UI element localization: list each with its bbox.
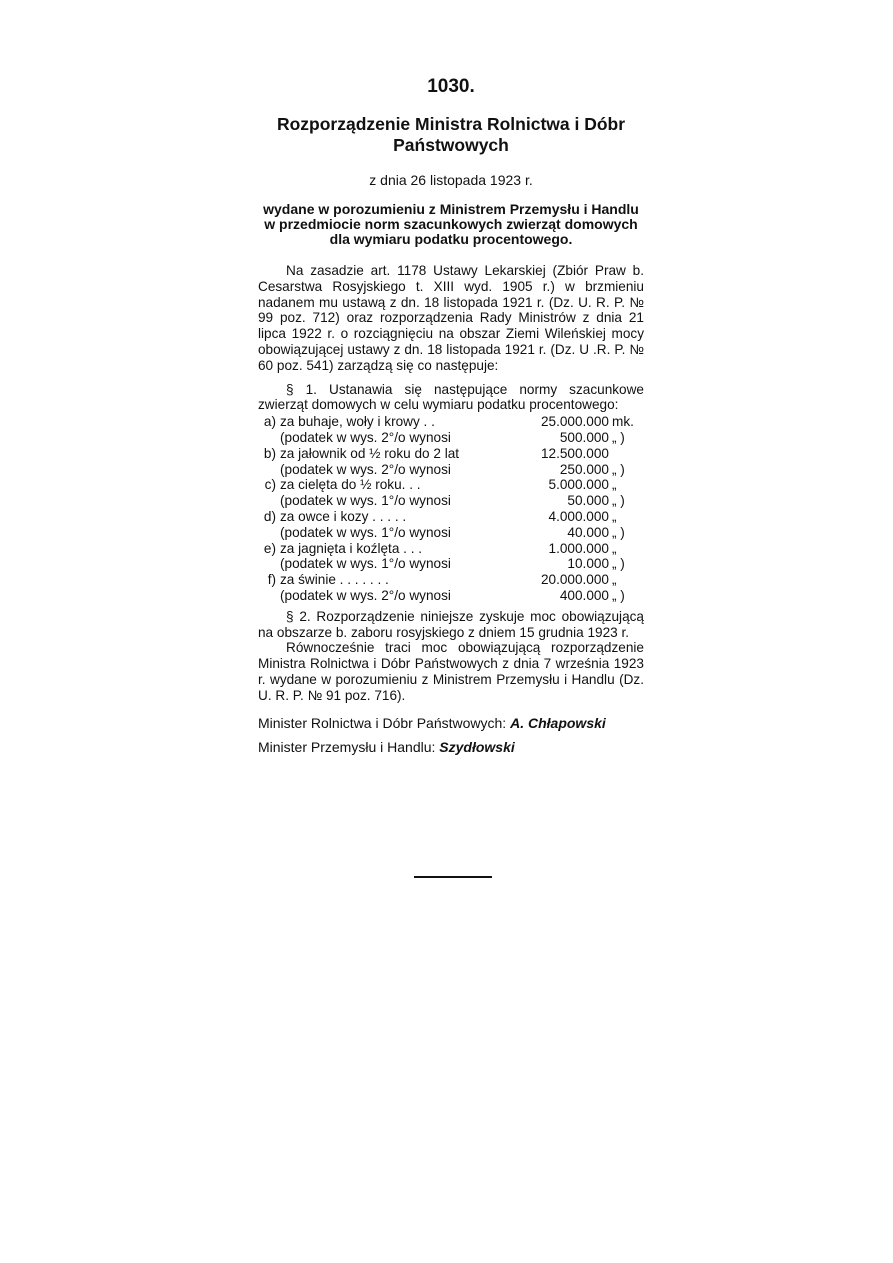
rate-unit: „ ) [612, 524, 625, 540]
rate-row [258, 430, 644, 446]
rate-letter: a) [263, 414, 276, 430]
rate-label: za świnie . . . . . . . [280, 572, 389, 588]
rate-letter: f) [267, 572, 276, 588]
rate-amount: 400.000 [559, 587, 609, 603]
rate-label: za owce i kozy . . . . . [280, 508, 407, 524]
rate-letter [258, 462, 280, 478]
rate-label: za jagnięta i koźlęta . . . [280, 540, 423, 556]
rate-amount: 25.000.000 [540, 414, 609, 430]
rate-row [258, 541, 644, 557]
rate-label: (podatek w wys. 1°/o wynosi [280, 493, 451, 509]
signature-name: A. Chłapowski [510, 714, 606, 731]
rate-unit: „ [612, 572, 617, 588]
document-page [258, 76, 644, 756]
rate-row [258, 525, 644, 541]
rate-unit: „ [612, 477, 617, 493]
rate-row [258, 477, 644, 493]
rate-row [258, 493, 644, 509]
rate-row [258, 414, 644, 430]
rate-letter: b) [263, 445, 276, 461]
rate-unit: „ ) [612, 493, 625, 509]
signature-block [258, 714, 644, 756]
document-date: z dnia 26 listopada 1923 r. [369, 172, 533, 188]
rate-unit: „ [612, 508, 617, 524]
rates-table [258, 414, 644, 604]
document-subtitle: wydane w porozumieniu z Ministrem Przemysłu i Handlu w przedmiocie norm szacunkowych zwierząt domowych dla wymiaru podatku procentowego. [263, 201, 639, 247]
rate-amount: 4.000.000 [548, 508, 609, 524]
rate-unit: „ ) [612, 429, 625, 445]
signature-role: Minister Rolnictwa i Dóbr Państwowych: [258, 714, 507, 731]
rate-amount: 500.000 [559, 429, 609, 445]
rate-letter: e) [263, 540, 276, 556]
rate-label: (podatek w wys. 2°/o wynosi [280, 587, 451, 603]
rate-label: (podatek w wys. 2°/o wynosi [280, 461, 451, 477]
rate-row [258, 556, 644, 572]
rate-amount: 50.000 [567, 493, 609, 509]
rate-unit: mk. [612, 414, 634, 430]
rate-row [258, 446, 644, 462]
rate-label: (podatek w wys. 2°/o wynosi [280, 429, 451, 445]
rate-label: (podatek w wys. 1°/o wynosi [280, 556, 451, 572]
rate-letter [258, 430, 280, 446]
rate-amount: 250.000 [559, 461, 609, 477]
rate-letter [258, 493, 280, 509]
rate-letter: d) [263, 508, 276, 524]
rate-unit [609, 446, 644, 462]
rate-label: (podatek w wys. 1°/o wynosi [280, 524, 451, 540]
rate-letter [258, 588, 280, 604]
page-number: 1030. [427, 76, 475, 97]
section-1-intro: § 1. Ustanawia się następujące normy szacunkowe zwierząt domowych w celu wymiaru podatku procentowego: [258, 381, 644, 413]
rate-amount: 5.000.000 [548, 477, 609, 493]
rate-letter [258, 556, 280, 572]
rate-letter [258, 525, 280, 541]
rate-label: za jałownik od ½ roku do 2 lat [280, 445, 460, 461]
rate-row [258, 572, 644, 588]
rate-amount: 10.000 [567, 556, 609, 572]
rate-amount: 1.000.000 [548, 540, 609, 556]
rate-amount: 20.000.000 [540, 572, 609, 588]
rate-label: za cielęta do ½ roku. . . [280, 477, 421, 493]
section-2-paragraph: § 2. Rozporządzenie niniejsze zyskuje moc obowiązującą na obszarze b. zaboru rosyjskiego z dniem 15 grudnia 1923 r. [258, 608, 644, 640]
rate-letter: c) [264, 477, 276, 493]
rate-unit: „ [612, 540, 617, 556]
signature-name: Szydłowski [439, 738, 515, 755]
rate-amount: 12.500.000 [540, 445, 609, 461]
rate-amount: 40.000 [567, 524, 609, 540]
rate-label: za buhaje, woły i krowy . . [280, 414, 435, 430]
signature-line-agriculture [258, 714, 644, 732]
rate-unit: „ ) [612, 461, 625, 477]
rate-row [258, 462, 644, 478]
rate-row [258, 509, 644, 525]
rate-row [258, 588, 644, 604]
closing-rule [414, 876, 492, 878]
rate-unit: „ ) [612, 587, 625, 603]
signature-role: Minister Przemysłu i Handlu: [258, 738, 436, 755]
rate-unit: „ ) [612, 556, 625, 572]
repeal-paragraph: Równocześnie traci moc obowiązującą rozporządzenie Ministra Rolnictwa i Dóbr Państwowych z dnia 7 września 1923 r. wydane w porozumieniu z Ministrem Przemysłu i Handlu (Dz. U. R. P. № 91 poz. 716). [258, 640, 644, 703]
document-title: Rozporządzenie Ministra Rolnictwa i Dóbr Państwowych [276, 114, 626, 155]
preamble-paragraph: Na zasadzie art. 1178 Ustawy Lekarskiej (Zbiór Praw b. Cesarstwa Rosyjskiego t. XIII wyd. 1905 r.) w brzmieniu nadanem mu ustawą z dn. 18 listopada 1921 r. (Dz. U. R. P. № 99 poz. 712) oraz rozporządzenia Rady Ministrów z dnia 21 lipca 1922 r. o rozciągnięciu na obszar Ziemi Wileńskiej mocy obowiązującej ustawy z dn. 18 listopada 1921 r. (Dz. U .R. P. № 60 poz. 541) zarządzą się co następuje: [258, 263, 644, 373]
signature-line-industry [258, 738, 644, 756]
